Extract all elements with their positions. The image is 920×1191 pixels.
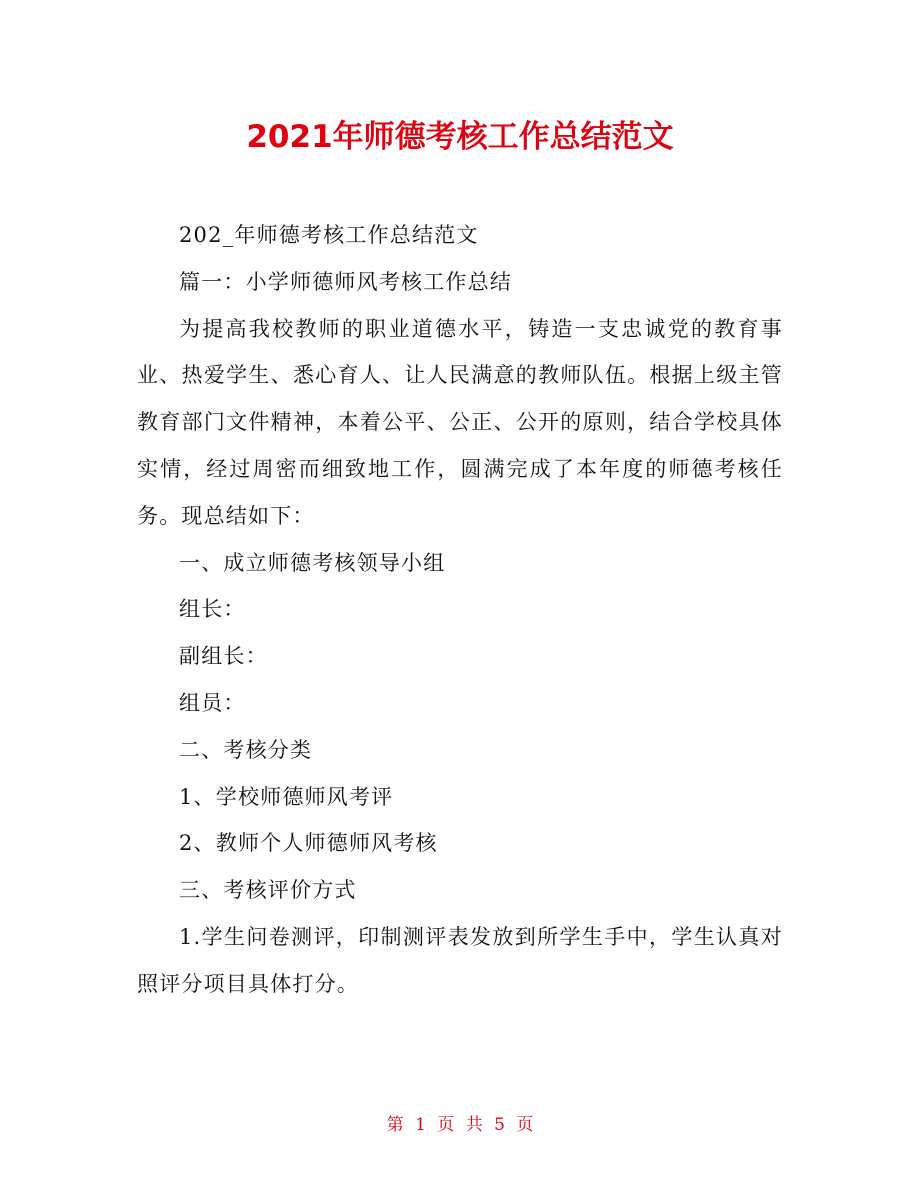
paragraph: 一、成立师德考核领导小组 — [179, 550, 446, 575]
paragraph: 2、教师个人师德师风考核 — [179, 831, 438, 856]
paragraph: 1.学生问卷测评，印制测评表发放到所学生手中，学生认真对照评分项目具体打分。 — [137, 924, 783, 996]
document-title: 2021年师德考核工作总结范文 — [246, 119, 674, 155]
paragraph: 组长： — [179, 597, 246, 622]
paragraph: 三、考核评价方式 — [179, 878, 357, 903]
paragraph: 副组长： — [179, 644, 268, 669]
paragraph: 202_年师德考核工作总结范文 — [179, 223, 479, 247]
page-number-footer: 第 1 页 共 5 页 — [386, 1115, 534, 1135]
document-body — [137, 212, 783, 1008]
paragraph: 为提高我校教师的职业道德水平，铸造一支忠诚党的教育事业、热爱学生、悉心育人、让人民满意的教师队伍。根据上级主管教育部门文件精神，本着公平、公正、公开的原则，结合学校具体实情，经过周密而细致地工作，圆满完成了本年度的师德考核任务。现总结如下： — [137, 316, 783, 528]
paragraph: 篇一：小学师德师风考核工作总结 — [179, 269, 512, 294]
paragraph: 组员： — [179, 690, 246, 715]
paragraph: 1、学校师德师风考评 — [179, 784, 394, 809]
paragraph: 二、考核分类 — [179, 737, 313, 762]
